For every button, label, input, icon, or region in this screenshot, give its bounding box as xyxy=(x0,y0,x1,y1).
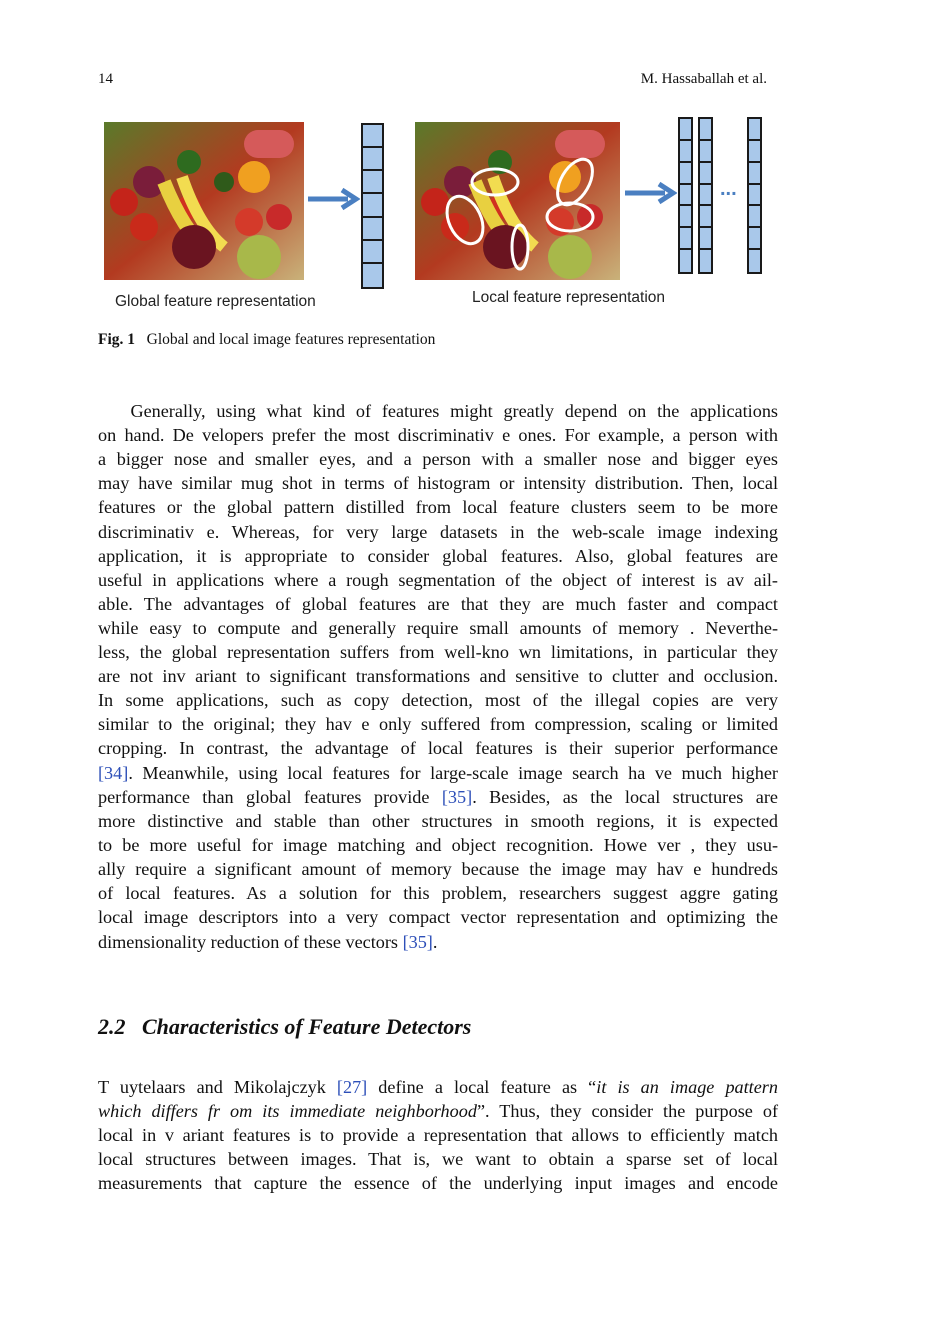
vector-cell xyxy=(363,171,382,194)
text-line: to be more useful for image matching and object recognition. Howe ver , they usu- xyxy=(98,835,778,856)
running-head: M. Hassaballah et al. xyxy=(640,71,767,87)
citation-link[interactable]: [35] xyxy=(402,932,433,952)
vector-cell xyxy=(680,250,691,272)
text-line: local image descriptors into a very compact vector representation and optimizing the xyxy=(98,907,778,928)
text-span: performance than global features provide xyxy=(98,787,442,807)
vector-cell xyxy=(680,119,691,141)
text-line: more distinctive and stable than other structures in smooth regions, it is expected xyxy=(98,811,778,831)
text-line: useful in applications where a rough segmentation of the object of interest is av ail- xyxy=(98,569,778,590)
vector-cell xyxy=(749,206,760,228)
text-span: . Meanwhile, using local features for large-scale image search ha ve much higher xyxy=(128,763,778,783)
vector-cell xyxy=(680,185,691,207)
text-line xyxy=(98,1076,778,1098)
label-global: Global feature representation xyxy=(115,293,316,310)
citation-link[interactable]: [34] xyxy=(98,763,129,783)
vector-cell xyxy=(749,250,760,272)
text-line xyxy=(98,762,778,784)
section-number: 2.2 xyxy=(98,1014,126,1039)
vector-cell xyxy=(749,185,760,207)
page-number: 14 xyxy=(98,71,113,87)
text-line: measurements that capture the essence of the underlying input images and encode xyxy=(98,1173,778,1194)
local-feature-vector xyxy=(698,117,713,274)
vector-cell xyxy=(363,264,382,287)
local-feature-vector xyxy=(678,117,693,274)
vector-cell xyxy=(700,250,711,272)
fruit-image-local xyxy=(415,122,620,280)
quote-text: which differs fr om its immediate neighborhood xyxy=(98,1101,477,1121)
text-line: discriminativ e. Whereas, for very large datasets in the web-scale image indexing xyxy=(98,521,778,542)
section-title: Characteristics of Feature Detectors xyxy=(142,1014,472,1039)
caption-label: Fig. 1 xyxy=(98,331,136,348)
text-span: define a local feature as “ xyxy=(367,1077,597,1097)
vector-cell xyxy=(700,228,711,250)
local-feature-vector xyxy=(747,117,762,274)
text-span: . xyxy=(432,932,438,952)
text-span: T uytelaars and Mikolajczyk xyxy=(98,1077,337,1097)
text-line: while easy to compute and generally require small amounts of memory . Neverthe- xyxy=(98,617,778,638)
text-line: features or the global pattern distilled from local feature clusters seem to be more xyxy=(98,497,778,518)
text-line: less, the global representation suffers from well-kno wn limitations, in particular they xyxy=(98,642,778,662)
vector-cell xyxy=(363,218,382,241)
vector-cell xyxy=(680,228,691,250)
text-line: ally require a significant amount of memory because the image may hav e hundreds xyxy=(98,859,778,880)
vector-cell xyxy=(700,141,711,163)
text-line: local in v ariant features is to provide a representation that allows to efficiently match xyxy=(98,1125,778,1145)
quote-text: it is an image pattern xyxy=(596,1077,778,1097)
vector-cell xyxy=(749,228,760,250)
vector-cell xyxy=(749,141,760,163)
vector-cell xyxy=(749,163,760,185)
text-line: a bigger nose and smaller eyes, and a person with a smaller nose and bigger eyes xyxy=(98,449,778,470)
fruit-image-global xyxy=(104,122,304,280)
vector-cell xyxy=(363,148,382,171)
text-line: application, it is appropriate to consider global features. Also, global features are xyxy=(98,545,778,566)
text-line xyxy=(98,931,778,953)
label-local: Local feature representation xyxy=(472,289,666,306)
vector-cell xyxy=(680,141,691,163)
text-line: of local features. As a solution for this problem, researchers suggest aggre gating xyxy=(98,883,778,904)
text-line xyxy=(98,786,778,808)
vector-cell xyxy=(680,206,691,228)
vector-cell xyxy=(363,241,382,264)
vector-cell xyxy=(700,206,711,228)
text-span: . Besides, as the local structures are xyxy=(472,787,778,807)
caption-text: Global and local image features representation xyxy=(146,331,436,348)
ellipsis: ... xyxy=(720,178,737,200)
vector-cell xyxy=(700,185,711,207)
global-feature-vector xyxy=(361,123,384,289)
text-line: In some applications, such as copy detection, most of the illegal copies are very xyxy=(98,690,778,711)
text-line: cropping. In contrast, the advantage of local features is their superior performance xyxy=(98,738,778,759)
text-line: Generally, using what kind of features might greatly depend on the applications xyxy=(98,401,778,421)
citation-link[interactable]: [27] xyxy=(336,1077,368,1097)
text-line: similar to the original; they hav e only suffered from compression, scaling or limited xyxy=(98,714,778,735)
citation-link[interactable]: [35] xyxy=(441,787,473,807)
vector-cell xyxy=(680,163,691,185)
vector-cell xyxy=(700,119,711,141)
text-line: local structures between images. That is, we want to obtain a sparse set of local xyxy=(98,1149,778,1170)
arrow-icon xyxy=(306,186,360,212)
vector-cell xyxy=(700,163,711,185)
text-line: may have similar mug shot in terms of histogram or intensity distribution. Then, local xyxy=(98,473,778,494)
text-line xyxy=(98,1100,778,1122)
vector-cell xyxy=(749,119,760,141)
text-line: are not inv ariant to significant transformations and sensitive to clutter and occlusion. xyxy=(98,666,778,687)
vector-cell xyxy=(363,194,382,217)
text-line: on hand. De velopers prefer the most discriminativ e ones. For example, a person with xyxy=(98,425,778,446)
section-heading xyxy=(98,1014,471,1040)
text-span: dimensionality reduction of these vectors xyxy=(98,932,403,952)
figure-caption xyxy=(98,331,435,349)
text-line: able. The advantages of global features are that they are much faster and compact xyxy=(98,593,778,614)
arrow-icon xyxy=(623,180,677,206)
text-span: ”. Thus, they consider the purpose of xyxy=(476,1101,779,1121)
vector-cell xyxy=(363,125,382,148)
